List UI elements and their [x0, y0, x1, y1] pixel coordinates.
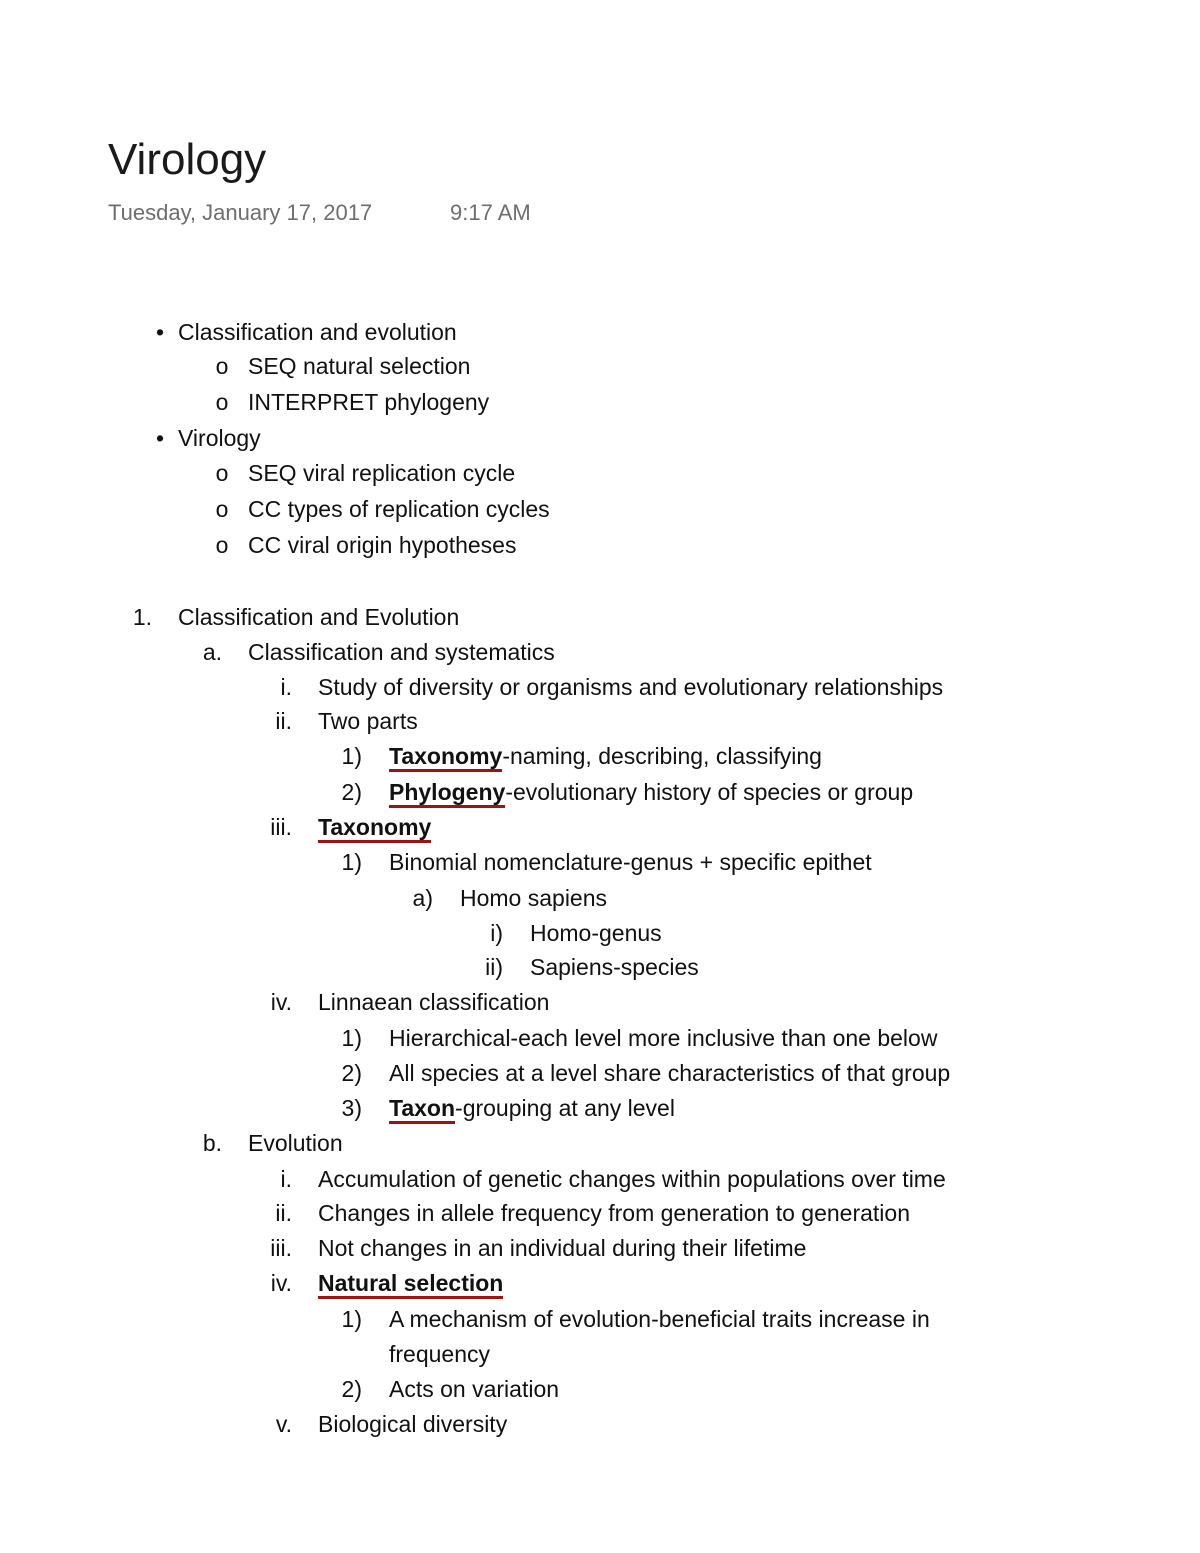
outline-item-text: [318, 985, 549, 1019]
outline-item-text: [318, 704, 418, 738]
list-number: 1): [341, 1025, 362, 1051]
item-description: Two parts: [318, 708, 418, 734]
outline-item-text: [530, 950, 699, 984]
item-description: -grouping at any level: [455, 1095, 675, 1121]
item-description: Classification and systematics: [248, 639, 555, 665]
item-description: Sapiens-species: [530, 954, 699, 980]
list-number: iii.: [270, 1235, 292, 1261]
outline-item-text: [389, 845, 872, 879]
item-description: CC viral origin hypotheses: [248, 532, 517, 558]
list-number: 3): [341, 1095, 362, 1121]
keyword-term: Taxonomy: [318, 814, 431, 843]
item-description: Classification and evolution: [178, 319, 457, 345]
list-number: 2): [341, 1060, 362, 1086]
item-description: Binomial nomenclature-genus + specific epithet: [389, 849, 872, 875]
item-description: Study of diversity or organisms and evolutionary relationships: [318, 674, 944, 700]
outline-item-text: [248, 1126, 343, 1160]
list-number: v.: [275, 1411, 292, 1437]
outline-item-text: [318, 1196, 910, 1230]
keyword-term: Phylogeny: [389, 779, 505, 808]
bullet-marker: o: [215, 389, 229, 415]
outline-item-text: [248, 385, 489, 419]
item-description: Virology: [178, 425, 261, 451]
item-description: A mechanism of evolution-beneficial traits increase in: [389, 1306, 930, 1332]
item-description: SEQ viral replication cycle: [248, 460, 516, 486]
item-description: Hierarchical-each level more inclusive than one below: [389, 1025, 938, 1051]
list-number: iv.: [270, 1270, 292, 1296]
outline-item-text: [318, 1162, 946, 1196]
outline-item-text: [248, 528, 516, 562]
item-description: Homo sapiens: [460, 885, 608, 911]
bullet-marker: o: [215, 353, 229, 379]
list-number: 2): [341, 1376, 362, 1402]
item-description: Not changes in an individual during their lifetime: [318, 1235, 807, 1261]
list-number: 1): [341, 1306, 362, 1332]
outline-item-text: [178, 421, 261, 455]
outline-item-text: [248, 349, 470, 383]
item-description: Evolution: [248, 1130, 343, 1156]
item-description: Acts on variation: [389, 1376, 560, 1402]
keyword-term: Natural selection: [318, 1270, 503, 1299]
bullet-marker: o: [215, 496, 229, 522]
list-number: i.: [280, 674, 292, 700]
list-number: 2): [341, 779, 362, 805]
list-number: ii.: [275, 1200, 292, 1226]
item-description: -evolutionary history of species or group: [505, 779, 914, 805]
outline-item-text: [530, 916, 662, 950]
list-number: i): [490, 920, 503, 946]
outline-item-text: [389, 1302, 930, 1336]
outline-item-text: [389, 775, 913, 809]
outline-item-text: [318, 1231, 806, 1265]
outline-item-text: [178, 600, 459, 634]
outline-item-text: [318, 1407, 507, 1441]
list-number: b.: [202, 1130, 222, 1156]
item-description: SEQ natural selection: [248, 353, 471, 379]
page-date: Tuesday, January 17, 2017: [108, 200, 373, 225]
item-description: Biological diversity: [318, 1411, 508, 1437]
item-description: Linnaean classification: [318, 989, 550, 1015]
bullet-marker: •: [155, 425, 165, 451]
item-description: -naming, describing, classifying: [502, 743, 822, 769]
outline-item-text: [460, 881, 607, 915]
outline-item-text: [248, 635, 555, 669]
item-description: Classification and Evolution: [178, 604, 460, 630]
bullet-marker: •: [155, 319, 165, 345]
outline-item-text: [248, 492, 550, 526]
item-description: frequency: [389, 1341, 491, 1367]
bullet-marker: o: [215, 460, 229, 486]
outline-item-text: [178, 315, 457, 349]
item-description: Changes in allele frequency from generation to generation: [318, 1200, 910, 1226]
outline-item-text: [389, 1372, 559, 1406]
list-number: 1.: [132, 604, 152, 630]
outline-item-text: [389, 739, 822, 773]
list-number: i.: [280, 1166, 292, 1192]
outline-item-text: [248, 456, 515, 490]
outline-item-text: [318, 670, 943, 704]
item-description: All species at a level share characteristics of that group: [389, 1060, 951, 1086]
item-description: Homo-genus: [530, 920, 662, 946]
page-time: 9:17 AM: [450, 200, 531, 225]
list-number: ii.: [275, 708, 292, 734]
item-description: CC types of replication cycles: [248, 496, 550, 522]
list-number: a.: [202, 639, 222, 665]
list-number: 1): [341, 743, 362, 769]
page-title: Virology: [108, 135, 267, 184]
outline-item-text: [389, 1091, 675, 1125]
list-number: a): [412, 885, 433, 911]
outline-item-text: [318, 810, 431, 844]
list-number: 1): [341, 849, 362, 875]
list-number: iv.: [270, 989, 292, 1015]
list-number: ii): [485, 954, 503, 980]
item-description: INTERPRET phylogeny: [248, 389, 490, 415]
outline-item-text: [389, 1056, 950, 1090]
outline-item-text: [389, 1337, 490, 1371]
list-number: iii.: [270, 814, 292, 840]
outline-item-text: [389, 1021, 937, 1055]
keyword-term: Taxonomy: [389, 743, 502, 772]
outline-item-text: [318, 1266, 503, 1300]
item-description: Accumulation of genetic changes within populations over time: [318, 1166, 946, 1192]
keyword-term: Taxon: [389, 1095, 455, 1124]
bullet-marker: o: [215, 532, 229, 558]
